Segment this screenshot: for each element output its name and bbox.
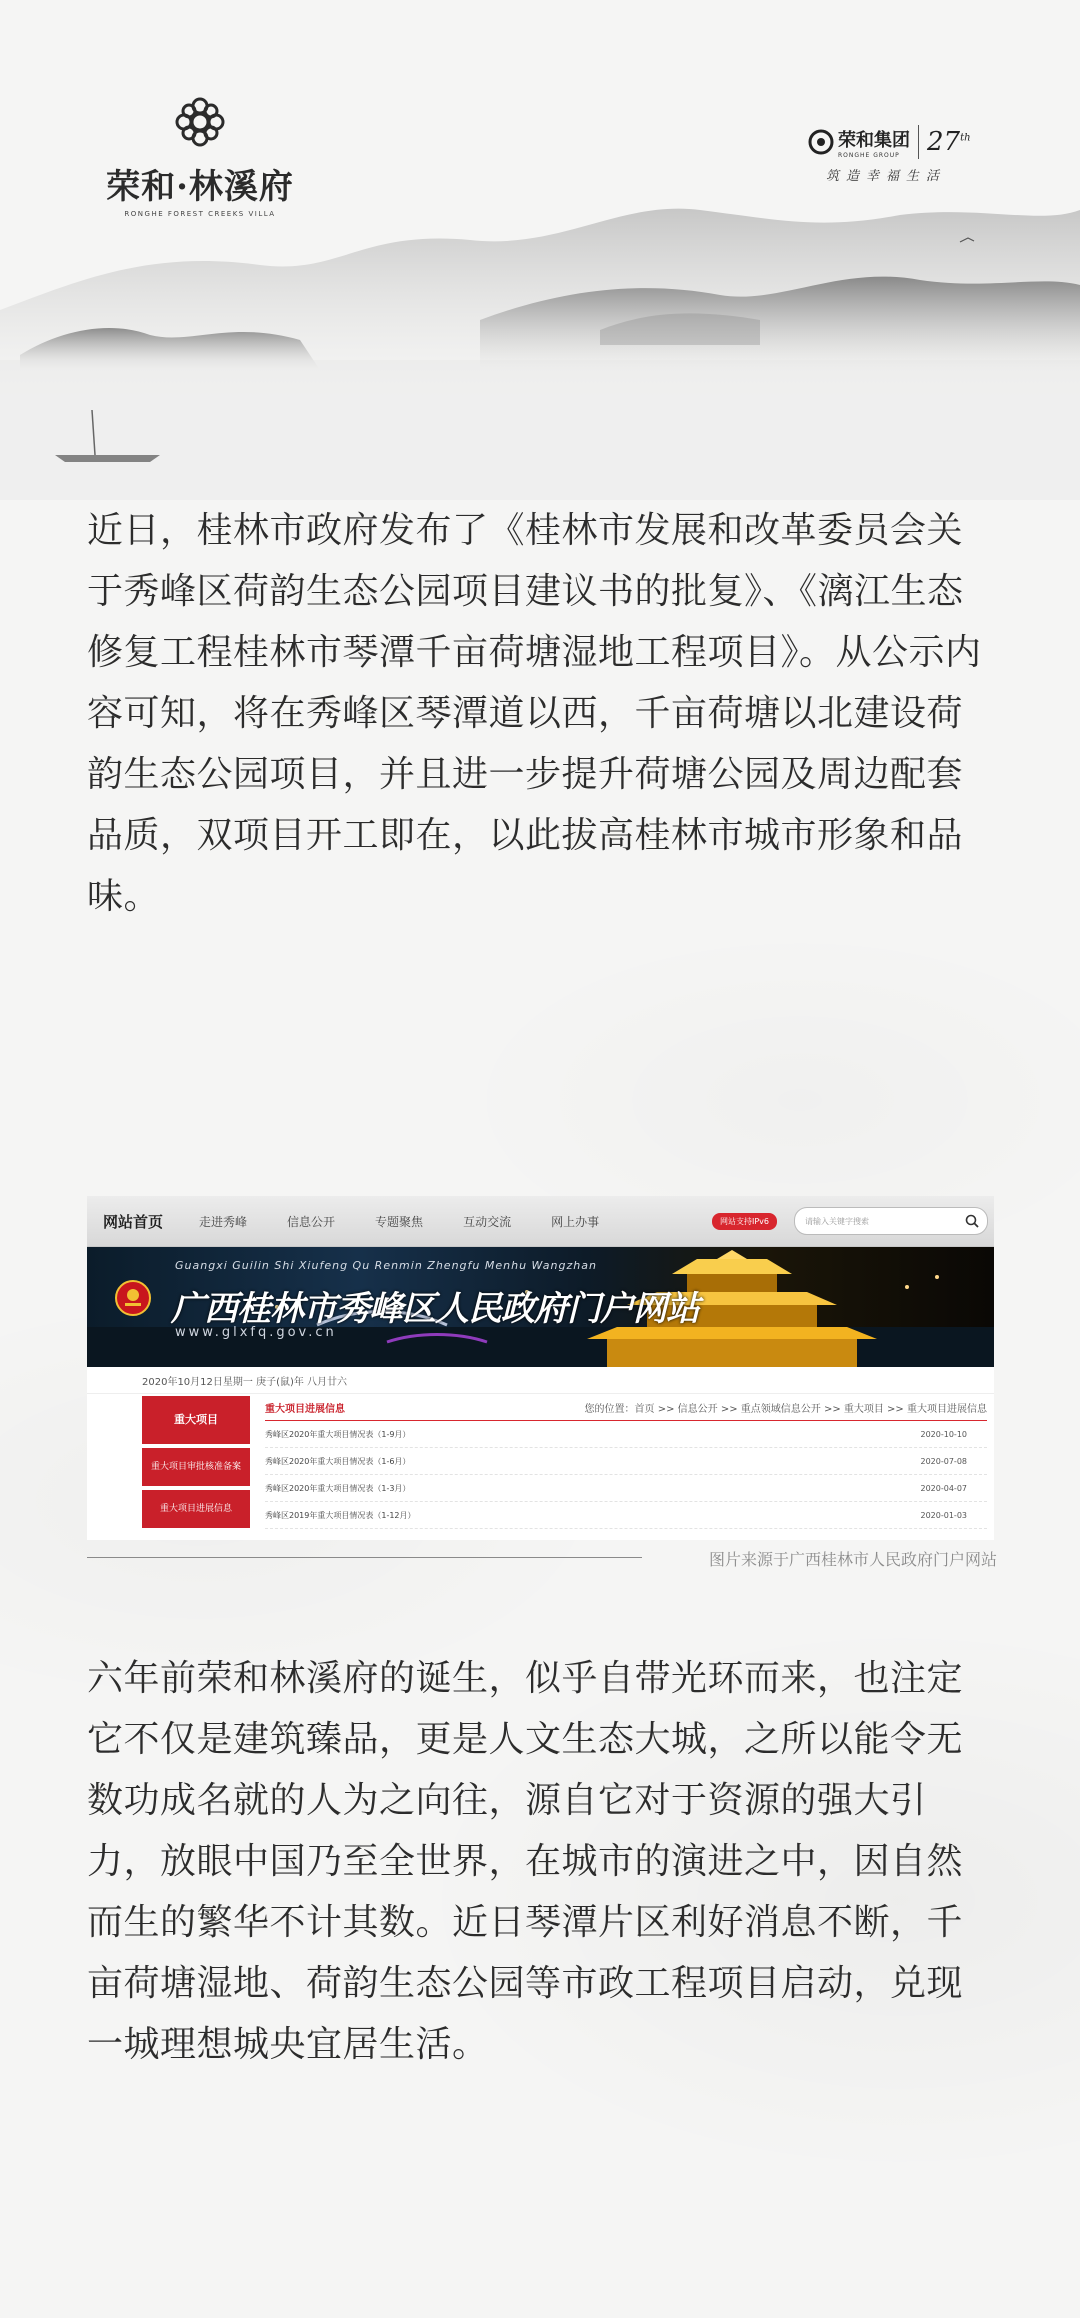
group-name-en: RONGHE GROUP bbox=[838, 151, 900, 159]
list-item-date: 2020-07-08 bbox=[920, 1456, 967, 1466]
list-item-title[interactable]: 秀峰区2020年重大项目情况表（1-6月） bbox=[265, 1456, 411, 1466]
caption-divider bbox=[87, 1557, 642, 1558]
search-placeholder: 请输入关键字搜索 bbox=[805, 1216, 869, 1226]
ink-landscape-illustration bbox=[0, 170, 1080, 500]
image-caption: 图片来源于广西桂林市人民政府门户网站 bbox=[708, 1550, 997, 1569]
flower-emblem-icon bbox=[173, 95, 227, 149]
group-slogan: 筑造幸福生活 bbox=[826, 169, 947, 184]
article-paragraph-2: 六年前荣和林溪府的诞生，似乎自带光环而来，也注定它不仅是建筑臻品，更是人文生态大城，之所以能令无数功成名就的人为之向往，源自它对于资源的强大引力，放眼中国乃至全世界，在城市的演进之中，因自然而生的繁华不计其数。近日琴潭片区利好消息不断，千亩荷塘湿地、荷韵生态公园等市政工程项目启动，兑现一城理想城央宜居生活。 bbox=[87, 1658, 964, 2065]
brand-subtitle: RONGHE FOREST CREEKS VILLA bbox=[124, 210, 276, 218]
website-banner bbox=[87, 1247, 994, 1367]
section-title: 重大项目进展信息 bbox=[265, 1403, 345, 1415]
sidebar bbox=[142, 1396, 250, 1532]
list-item[interactable] bbox=[265, 1421, 987, 1448]
sidebar-item-major-projects[interactable]: 重大项目 bbox=[142, 1396, 250, 1444]
list-header bbox=[265, 1394, 987, 1421]
list-item[interactable] bbox=[265, 1475, 987, 1502]
list-item-title[interactable]: 秀峰区2020年重大项目情况表（1-3月） bbox=[265, 1483, 411, 1493]
list-item-date: 2020-04-07 bbox=[920, 1483, 967, 1493]
nav-home[interactable]: 网站首页 bbox=[103, 1212, 164, 1231]
list-item-title[interactable]: 秀峰区2019年重大项目情况表（1-12月） bbox=[265, 1510, 416, 1520]
group-logo bbox=[808, 125, 988, 184]
breadcrumb: 您的位置：首页 >> 信息公开 >> 重点领域信息公开 >> 重大项目 >> 重大项目进展信息 bbox=[584, 1403, 987, 1415]
banner-url[interactable]: www.glxfq.gov.cn bbox=[175, 1325, 337, 1340]
website-screenshot bbox=[87, 1196, 994, 1540]
date-bar bbox=[87, 1367, 994, 1394]
nav-item[interactable]: 信息公开 bbox=[287, 1214, 336, 1229]
banner-title: 广西桂林市秀峰区人民政府门户网站 bbox=[171, 1289, 699, 1329]
national-emblem-icon bbox=[115, 1280, 151, 1316]
ipv6-badge: 网站支持IPv6 bbox=[712, 1213, 777, 1230]
list-item-title[interactable]: 秀峰区2020年重大项目情况表（1-9月） bbox=[265, 1429, 411, 1439]
list-item-date: 2020-01-03 bbox=[920, 1510, 967, 1520]
ronghe-group-mark-icon bbox=[808, 129, 834, 155]
brand-logo bbox=[105, 95, 295, 218]
nav-item[interactable]: 网上办事 bbox=[551, 1214, 600, 1229]
list-panel bbox=[265, 1394, 987, 1529]
list-item[interactable] bbox=[265, 1448, 987, 1475]
sidebar-item-approval[interactable]: 重大项目审批核准备案 bbox=[142, 1448, 250, 1486]
website-nav-bar bbox=[87, 1196, 994, 1247]
search-input[interactable] bbox=[794, 1207, 988, 1235]
logo-divider bbox=[918, 125, 919, 159]
nav-item[interactable]: 互动交流 bbox=[463, 1214, 512, 1229]
list-item-date: 2020-10-10 bbox=[920, 1429, 967, 1439]
brand-name: 荣和·林溪府 bbox=[106, 167, 294, 207]
anniversary-mark: 27th bbox=[927, 127, 971, 157]
content-area bbox=[87, 1394, 994, 1540]
nav-item[interactable]: 走进秀峰 bbox=[199, 1214, 248, 1229]
list-item[interactable] bbox=[265, 1502, 987, 1529]
banner-pinyin: Guangxi Guilin Shi Xiufeng Qu Renmin Zhengfu Menhu Wangzhan bbox=[175, 1259, 597, 1272]
sidebar-item-progress[interactable]: 重大项目进展信息 bbox=[142, 1490, 250, 1528]
group-name: 荣和集团 bbox=[838, 129, 910, 151]
search-icon[interactable] bbox=[965, 1214, 979, 1228]
current-date: 2020年10月12日星期一 庚子(鼠)年 八月廿六 bbox=[142, 1376, 348, 1388]
article-paragraph-1: 近日，桂林市政府发布了《桂林市发展和改革委员会关于秀峰区荷韵生态公园项目建议书的批复》、《漓江生态修复工程桂林市琴潭千亩荷塘湿地工程项目》。从公示内容可知，将在秀峰区琴潭道以西，千亩荷塘以北建设荷韵生态公园项目，并且进一步提升荷塘公园及周边配套品质，双项目开工即在，以此拔高桂林市城市形象和品味。 bbox=[87, 510, 982, 917]
nav-item[interactable]: 专题聚焦 bbox=[375, 1214, 424, 1229]
